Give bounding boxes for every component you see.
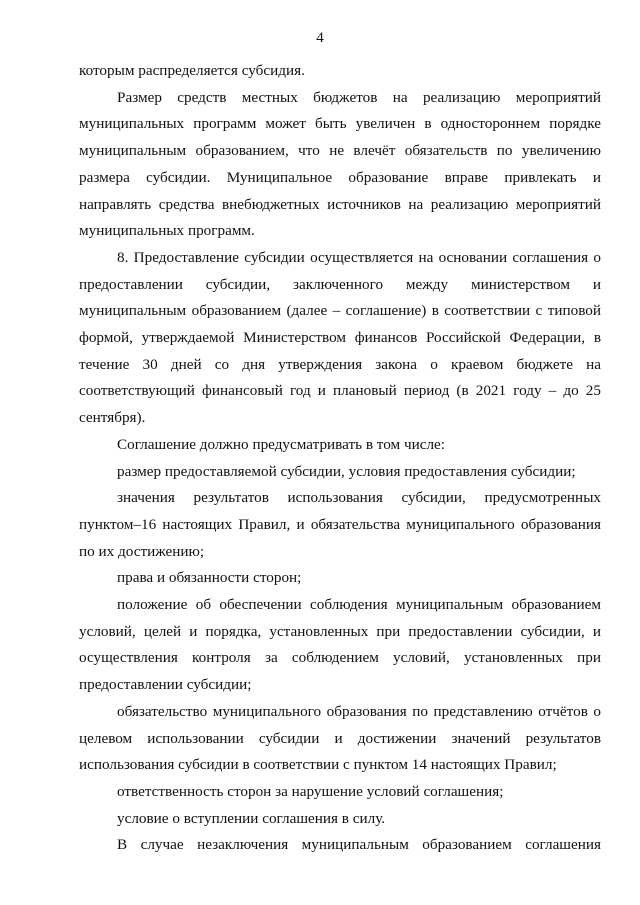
- paragraph-non-conclusion: В случае незаключения муниципальным образованием соглашения: [117, 836, 601, 854]
- list-item-compliance-control: положение об обеспечении соблюдения муниципальным образованием условий, целей и порядка, установленных при предоставлении субсидии, и осуществления контроля за соблюдением условий, установленных при предоставлении субсидии;: [79, 596, 601, 694]
- paragraph-local-budget-funds: Размер средств местных бюджетов на реализацию мероприятий муниципальных программ может быть увеличен в одностороннем порядке муниципальным образованием, что не влечёт обязательств по увеличению размера субсидии. Муниципальное образование вправе привлекать и направлять средства внебюджетных источников на реализацию мероприятий муниципальных программ.: [79, 88, 601, 240]
- paragraph-item-8: 8. Предоставление субсидии осуществляется на основании соглашения о предоставлении субсидии, заключенного между министерством и муниципальным образованием (далее – соглашение) в соответствии с типовой формой, утверждаемой Министерством финансов Российской Федерации, в течение 30 дней со дня утверждения закона о краевом бюджете на соответствующий финансовый год и плановый период (в 2021 году – до 25 сентября).: [79, 248, 601, 427]
- list-item-rights-duties: права и обязанности сторон;: [117, 569, 302, 587]
- paragraph-agreement-intro: Соглашение должно предусматривать в том числе:: [117, 435, 446, 453]
- page-number: 4: [316, 30, 324, 46]
- list-item-entry-into-force: условие о вступлении соглашения в силу.: [117, 809, 386, 827]
- list-item-result-values: значения результатов использования субсидии, предусмотренных пунктом–16 настоящих Правил, и обязательства муниципального образования по их достижению;: [79, 489, 601, 560]
- list-item-subsidy-amount: размер предоставляемой субсидии, условия предоставления субсидии;: [117, 462, 576, 480]
- document-body: [79, 58, 601, 859]
- list-item-responsibility: ответственность сторон за нарушение условий соглашения;: [117, 782, 504, 800]
- paragraph-continuation: которым распределяется субсидия.: [79, 62, 305, 79]
- list-item-reporting-obligation: обязательство муниципального образования по представлению отчётов о целевом использовании субсидии и достижении значений результатов использования субсидии в соответствии с пунктом 14 настоящих Правил;: [79, 702, 601, 774]
